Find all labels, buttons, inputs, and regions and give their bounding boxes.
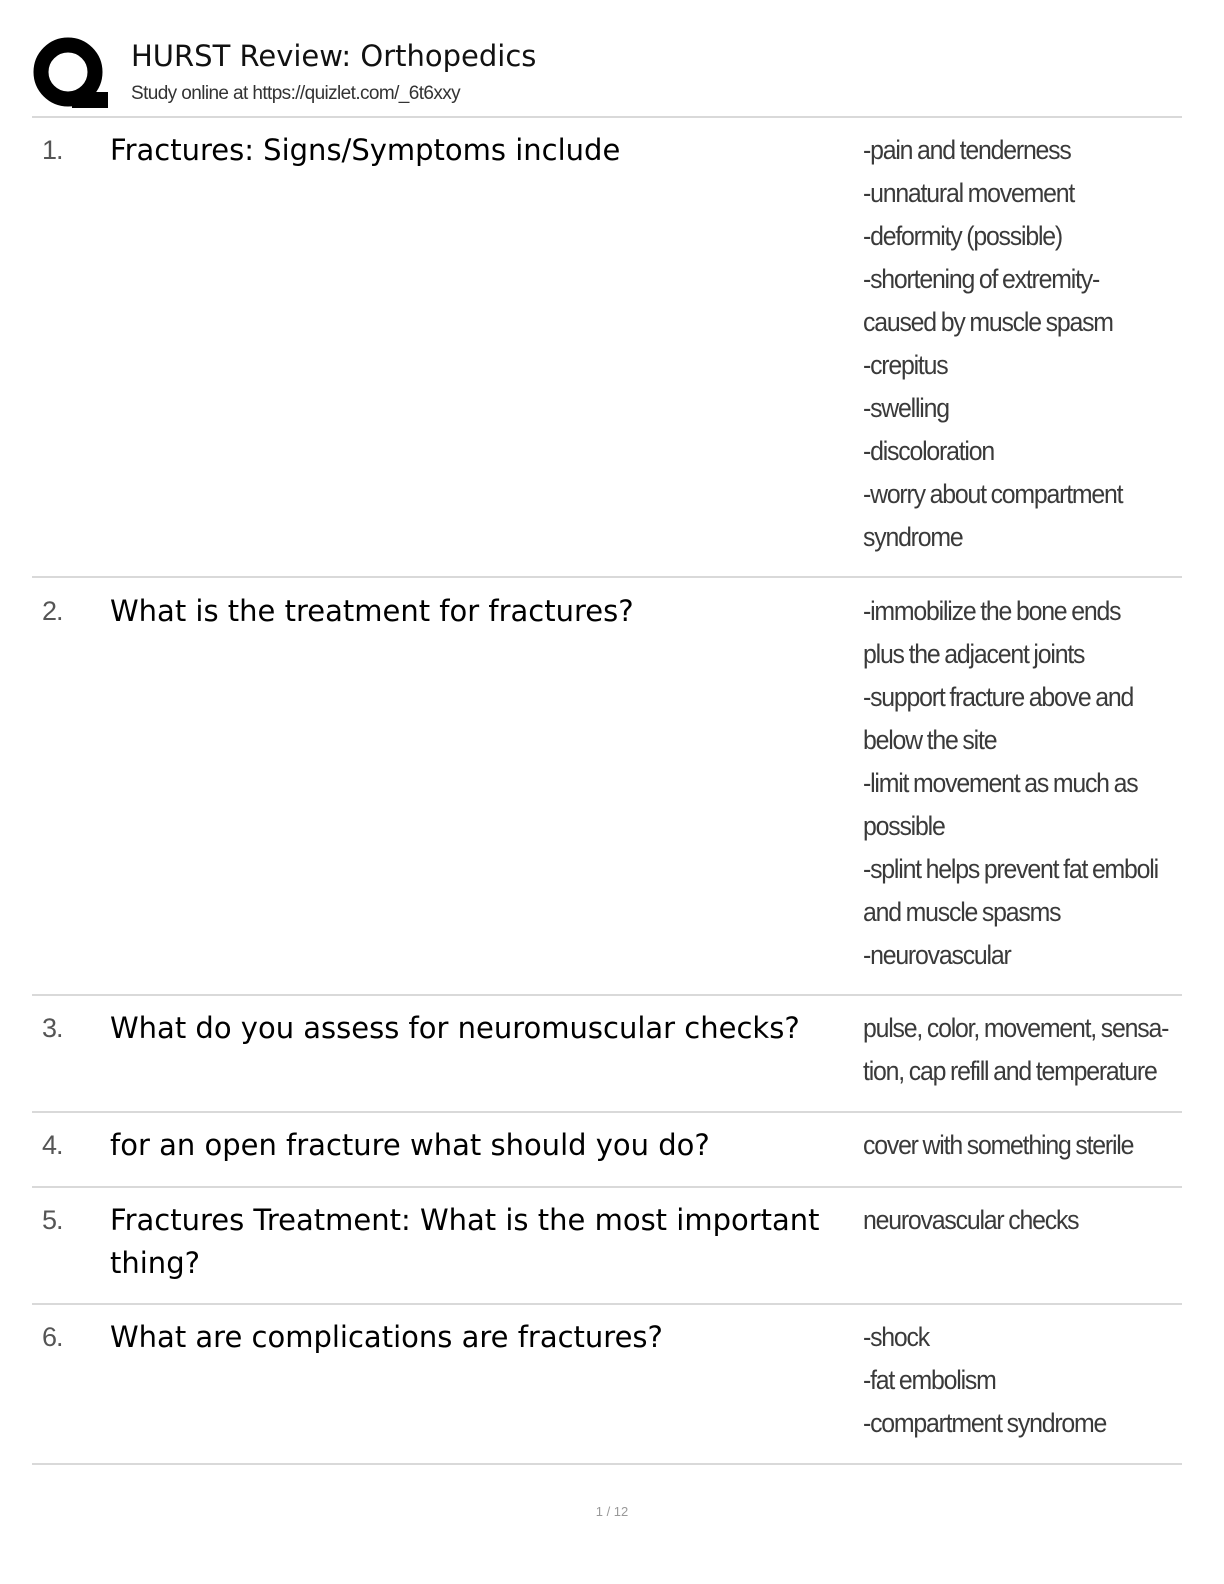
card-definition [863,129,1153,559]
card-definition [863,1007,1169,1093]
definition-line: possible [863,811,945,841]
definition-line: plus the adjacent joints [863,639,1085,669]
definition-line: -splint helps prevent fat emboli [863,854,1158,884]
card-term: Fractures: Signs/Symptoms include [110,133,621,167]
card-definition [863,1199,1153,1242]
card-divider [32,994,1182,996]
page-title: HURST Review: Orthopedics [131,39,537,73]
card-number: 5. [42,1205,63,1235]
definition-line: neurovascular checks [863,1205,1079,1235]
definition-line: -compartment syndrome [863,1408,1107,1438]
card-definition [863,1316,1153,1445]
card-term: What is the treatment for fractures? [110,594,634,628]
page-indicator: 1 / 12 [595,1504,629,1519]
definition-line: -fat embolism [863,1365,996,1395]
card-divider [32,1111,1182,1113]
definition-line: -pain and tenderness [863,135,1071,165]
card-number: 1. [42,135,63,165]
definition-line: and muscle spasms [863,897,1061,927]
definition-line: -shock [863,1322,929,1352]
card-divider [32,1463,1182,1465]
card-number: 6. [42,1322,63,1352]
quizlet-q-icon [32,34,110,112]
study-link-text: Study online at https://quizlet.com/_6t6xxy [131,83,461,104]
card-definition [863,1124,1153,1167]
card-divider [32,576,1182,578]
card-number: 3. [42,1013,63,1043]
definition-line: -limit movement as much as [863,768,1138,798]
definition-line: -worry about compartment [863,479,1123,509]
definition-line: -support fracture above and [863,682,1134,712]
definition-line: -unnatural movement [863,178,1075,208]
card-number: 4. [42,1130,63,1160]
card-term: What do you assess for neuromuscular checks? [110,1011,800,1045]
definition-line: -crepitus [863,350,948,380]
card-number: 2. [42,596,63,626]
card-term: Fractures Treatment: What is the most important thing? [110,1203,820,1280]
definition-line: cover with something sterile [863,1130,1134,1160]
definition-line: caused by muscle spasm [863,307,1113,337]
definition-line: pulse, color, movement, sensa- [863,1013,1169,1043]
definition-line: -neurovascular [863,940,1011,970]
definition-line: syndrome [863,522,963,552]
definition-line: -discoloration [863,436,994,466]
card-definition [863,590,1158,977]
page-header [32,34,1182,116]
definition-line: below the site [863,725,997,755]
header-divider [32,116,1182,118]
card-divider [32,1186,1182,1188]
definition-line: tion, cap refill and temperature [863,1056,1157,1086]
card-term: What are complications are fractures? [110,1320,663,1354]
definition-line: -shortening of extremity- [863,264,1100,294]
definition-line: -swelling [863,393,949,423]
definition-line: -immobilize the bone ends [863,596,1121,626]
card-term: for an open fracture what should you do? [110,1128,710,1162]
definition-line: -deformity (possible) [863,221,1062,251]
card-divider [32,1303,1182,1305]
